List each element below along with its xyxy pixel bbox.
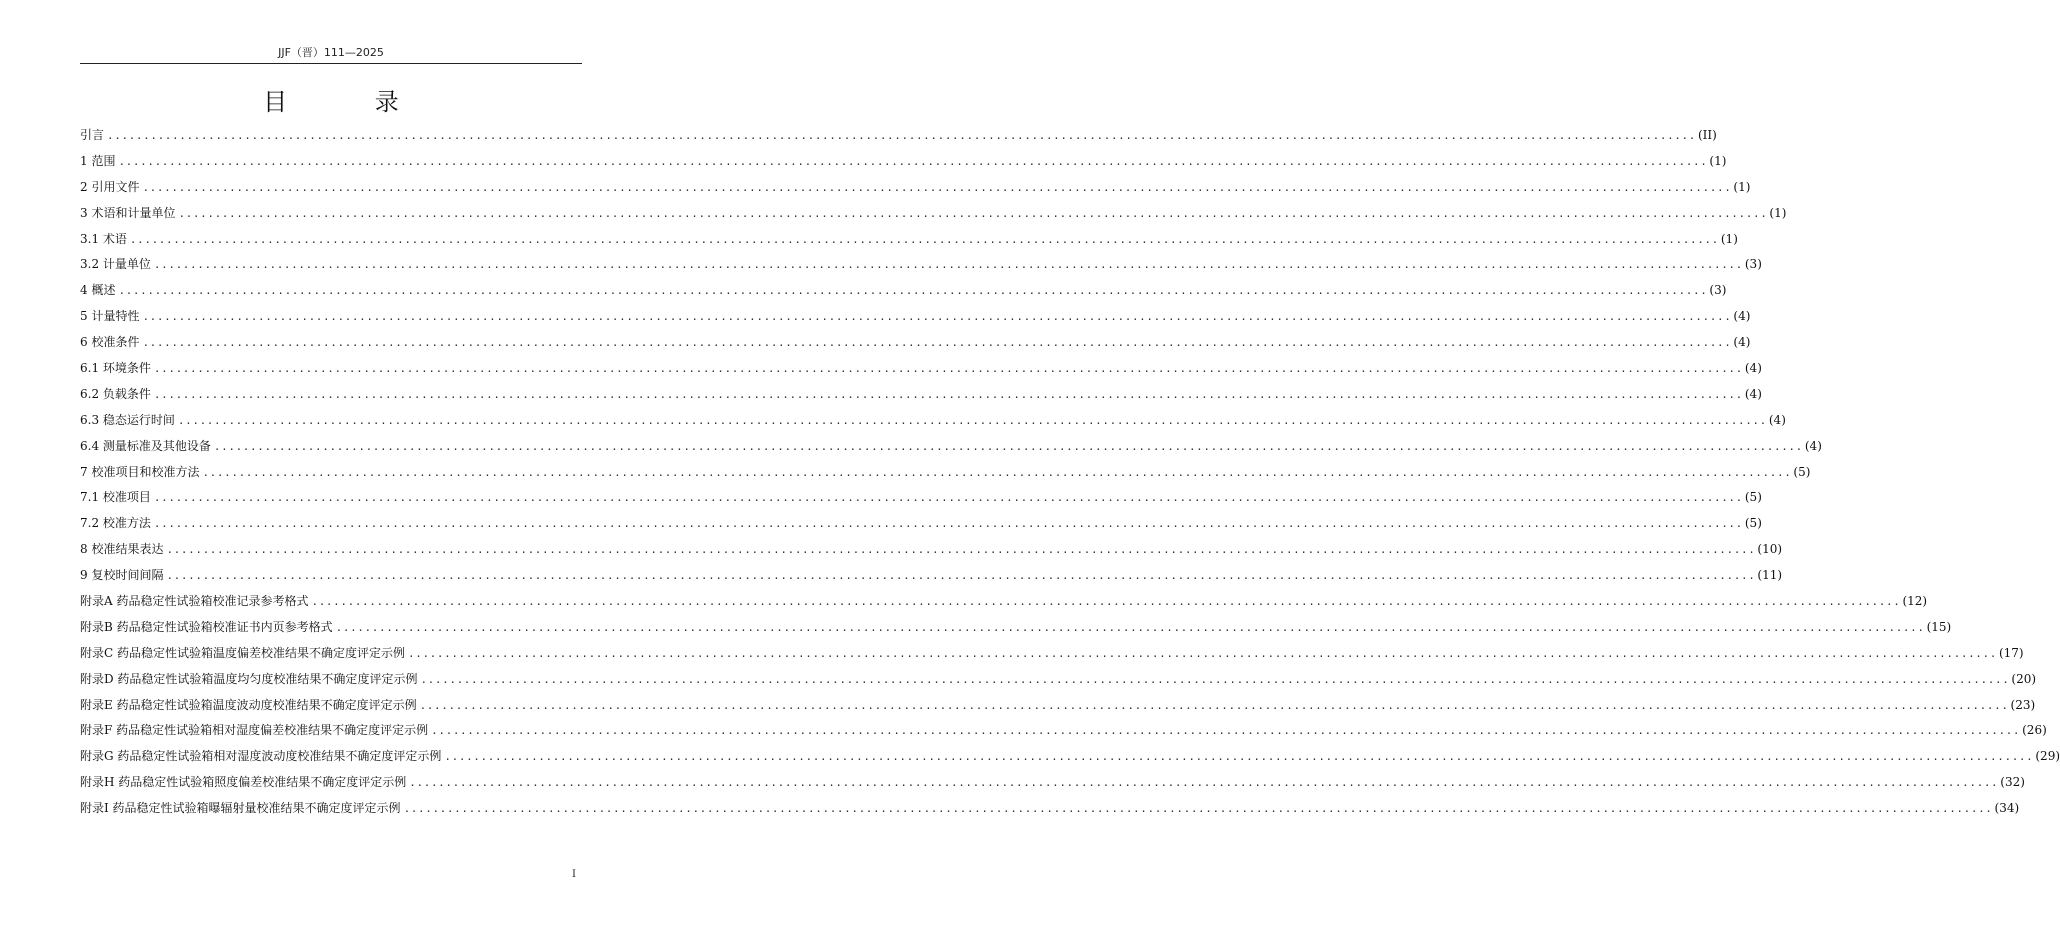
toc-entry[interactable] [80,591,1928,617]
toc-entry-page: (4) [1733,309,1751,324]
toc-leader-dots: ............................................................................................................................................................................................................................ [444,750,2034,764]
toc-leader-dots: ............................................................................................................................................................................................................................ [202,465,1792,479]
toc-entry-title: 6.1 环境条件 [80,361,151,376]
toc-leader-dots: ............................................................................................................................................................................................................................ [403,802,1993,816]
toc-entry[interactable] [80,151,1727,177]
toc-entry-page: (4) [1768,412,1786,427]
toc-leader-dots: ............................................................................................................................................................................................................................ [153,258,1743,272]
toc-entry-page: (3) [1744,257,1762,272]
toc-leader-dots: ............................................................................................................................................................................................................................ [118,284,1708,298]
toc-leader-dots: ............................................................................................................................................................................................................................ [419,698,2009,712]
document-code-header: JJF（晋）111—2025 [278,46,384,59]
toc-entry-page: (1) [1709,153,1727,168]
toc-leader-dots: ............................................................................................................................................................................................................................ [153,517,1743,531]
toc-entry[interactable] [80,617,1952,643]
toc-entry[interactable] [80,254,1762,280]
toc-entry[interactable] [80,203,1787,229]
toc-entry-page: (26) [2022,723,2047,738]
toc-entry-title: 8 校准结果表达 [80,542,164,557]
toc-entry-page: (4) [1744,386,1762,401]
toc-leader-dots: ............................................................................................................................................................................................................................ [153,387,1743,401]
toc-entry-page: (15) [1926,619,1952,634]
toc-entry-page: (32) [2000,775,2025,790]
toc-leader-dots: ............................................................................................................................................................................................................................ [166,543,1756,557]
toc-entry-page: (3) [1709,283,1727,298]
toc-entry[interactable] [80,513,1762,539]
toc-entry[interactable] [80,798,2020,824]
toc-leader-dots: ............................................................................................................................................................................................................................ [142,180,1732,194]
toc-entry-title: 附录A 药品稳定性试验箱校准记录参考格式 [80,594,309,609]
toc-leader-dots: ............................................................................................................................................................................................................................ [420,672,2010,686]
toc-entry[interactable] [80,177,1751,203]
toc-entry-page: (1) [1733,179,1751,194]
toc-entry-page: (10) [1757,542,1783,557]
toc-entry-title: 7.1 校准项目 [80,490,151,505]
toc-leader-dots: ............................................................................................................................................................................................................................ [166,569,1756,583]
toc-entry-page: (12) [1902,594,1928,609]
toc-leader-dots: ............................................................................................................................................................................................................................ [408,646,1997,660]
toc-leader-dots: ............................................................................................................................................................................................................................ [107,129,1696,142]
toc-leader-dots: ............................................................................................................................................................................................................................ [153,362,1743,376]
toc-entry-title: 3 术语和计量单位 [80,205,176,220]
toc-leader-dots: ............................................................................................................................................................................................................................ [431,724,2021,738]
toc-entry[interactable] [80,772,2025,798]
toc-entry[interactable] [80,720,2047,746]
toc-entry-title: 3.2 计量单位 [80,257,151,272]
toc-entry-page: (5) [1793,464,1811,479]
toc-entry[interactable] [80,125,1717,151]
toc-entry-page: (1) [1720,231,1738,246]
toc-entry-page: (5) [1744,516,1762,531]
toc-leader-dots: ............................................................................................................................................................................................................................ [153,491,1743,505]
toc-entry[interactable] [80,384,1762,410]
toc-entry-page: (34) [1994,801,2020,816]
header-divider [80,63,582,64]
toc-leader-dots: ............................................................................................................................................................................................................................ [129,232,1719,246]
toc-entry-title: 1 范围 [80,153,116,168]
page-number: I [572,869,576,880]
toc-entry[interactable] [80,229,1738,255]
toc-entry[interactable] [80,669,2037,695]
toc-leader-dots: ............................................................................................................................................................................................................................ [335,620,1925,634]
toc-entry-title: 7.2 校准方法 [80,516,151,531]
toc-entry-title: 附录C 药品稳定性试验箱温度偏差校准结果不确定度评定示例 [80,645,405,660]
toc-entry-title: 5 计量特性 [80,309,140,324]
toc-entry-page: (II) [1697,128,1717,142]
toc-leader-dots: ............................................................................................................................................................................................................................ [142,310,1732,324]
toc-entry[interactable] [80,436,1822,462]
toc-entry-page: (5) [1744,490,1762,505]
toc-entry[interactable] [80,306,1751,332]
page-title: 目 录 [263,88,439,116]
toc-entry-title: 附录I 药品稳定性试验箱曝辐射量校准结果不确定度评定示例 [80,801,401,816]
toc-entry[interactable] [80,280,1727,306]
toc-entry-title: 附录B 药品稳定性试验箱校准证书内页参考格式 [80,619,333,634]
toc-leader-dots: ............................................................................................................................................................................................................................ [118,154,1708,168]
toc-entry-page: (4) [1804,438,1822,453]
toc-entry[interactable] [80,358,1762,384]
toc-entry[interactable] [80,565,1783,591]
toc-entry-title: 3.1 术语 [80,231,127,246]
toc-entry-title: 6.3 稳态运行时间 [80,412,175,427]
table-of-contents [80,125,2060,824]
toc-entry-page: (11) [1757,568,1783,583]
toc-entry-title: 附录H 药品稳定性试验箱照度偏差校准结果不确定度评定示例 [80,775,407,790]
toc-entry-page: (20) [2011,671,2037,686]
toc-leader-dots: ............................................................................................................................................................................................................................ [177,413,1767,427]
toc-entry-title: 附录E 药品稳定性试验箱温度波动度校准结果不确定度评定示例 [80,697,417,712]
toc-leader-dots: ............................................................................................................................................................................................................................ [409,776,1999,790]
toc-entry-title: 引言 [80,128,105,142]
toc-entry-page: (4) [1744,361,1762,376]
toc-entry-title: 6.4 测量标准及其他设备 [80,438,211,453]
toc-entry-page: (23) [2010,697,2036,712]
toc-leader-dots: ............................................................................................................................................................................................................................ [178,206,1768,220]
toc-entry[interactable] [80,410,1786,436]
toc-leader-dots: ............................................................................................................................................................................................................................ [213,439,1803,453]
toc-entry-title: 9 复校时间间隔 [80,568,164,583]
toc-entry-title: 6.2 负载条件 [80,386,151,401]
toc-entry[interactable] [80,332,1751,358]
toc-entry-title: 4 概述 [80,283,116,298]
toc-entry-title: 2 引用文件 [80,179,140,194]
toc-entry[interactable] [80,539,1783,565]
toc-entry-page: (1) [1769,205,1787,220]
toc-leader-dots: ............................................................................................................................................................................................................................ [142,336,1732,350]
toc-entry-title: 附录F 药品稳定性试验箱相对湿度偏差校准结果不确定度评定示例 [80,723,429,738]
toc-entry-title: 7 校准项目和校准方法 [80,464,200,479]
toc-entry-page: (4) [1733,335,1751,350]
toc-entry-page: (17) [1998,645,2024,660]
toc-entry[interactable] [80,746,2060,772]
toc-entry[interactable] [80,695,2036,721]
toc-entry[interactable] [80,462,1811,488]
toc-entry-title: 6 校准条件 [80,335,140,350]
toc-entry[interactable] [80,487,1762,513]
toc-entry-title: 附录D 药品稳定性试验箱温度均匀度校准结果不确定度评定示例 [80,671,418,686]
toc-entry-page: (29) [2035,749,2060,764]
toc-entry[interactable] [80,643,2024,669]
toc-leader-dots: ............................................................................................................................................................................................................................ [311,595,1901,609]
toc-entry-title: 附录G 药品稳定性试验箱相对湿度波动度校准结果不确定度评定示例 [80,749,442,764]
